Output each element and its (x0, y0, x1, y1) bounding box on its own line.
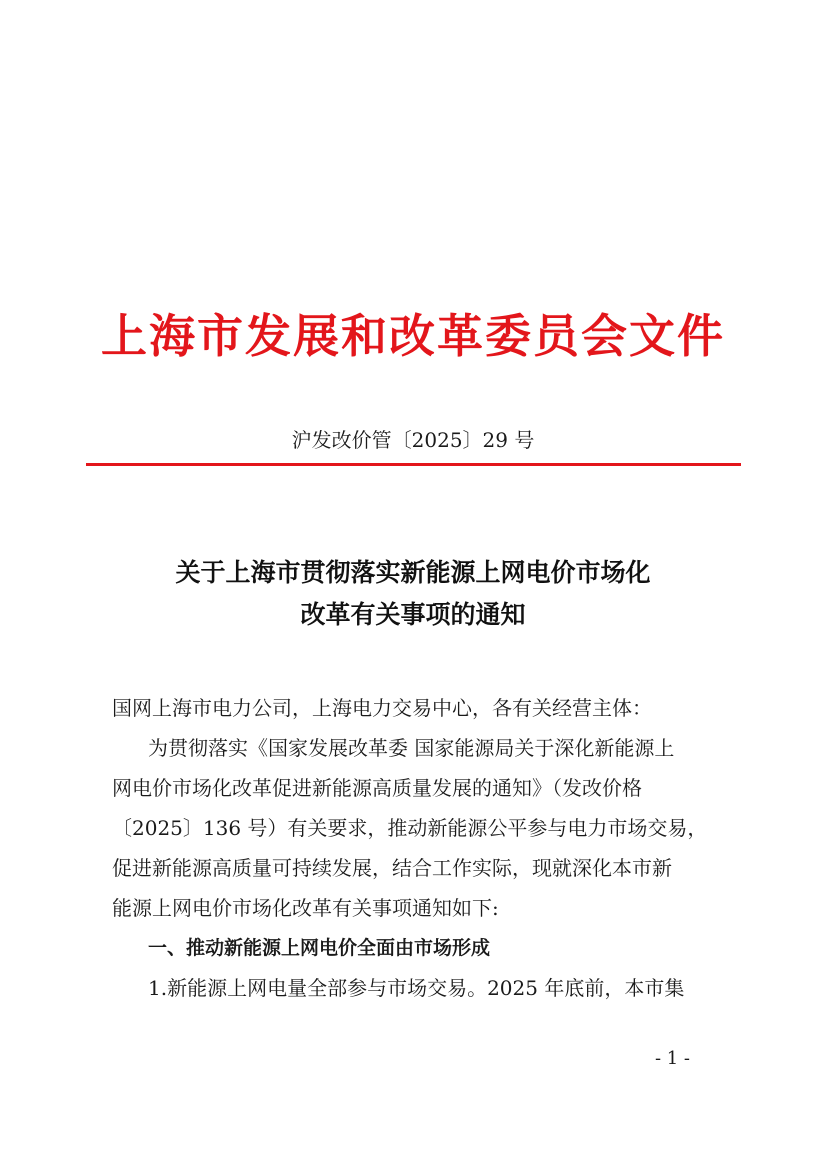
notice-title-line: 改革有关事项的通知 (300, 600, 526, 629)
agency-title: 上海市发展和改革委员会文件 (101, 309, 725, 363)
body-text (112, 688, 722, 1008)
page-number: - 1 - (654, 1048, 690, 1069)
red-divider-line (86, 463, 741, 466)
paragraph-line: 促进新能源高质量可持续发展，结合工作实际，现就深化本市新 (112, 856, 672, 880)
paragraph-line: 为贯彻落实《国家发展改革委 国家能源局关于深化新能源上 (148, 736, 675, 760)
paragraph-line: 网电价市场化改革促进新能源高质量发展的通知》（发改价格 (112, 776, 642, 800)
paragraph-line: 能源上网电价市场化改革有关事项通知如下: (112, 896, 499, 920)
notice-title-line: 关于上海市贯彻落实新能源上网电价市场化 (175, 558, 651, 587)
section-heading: 一、推动新能源上网电价全面由市场形成 (148, 937, 491, 959)
notice-title (0, 552, 826, 636)
item-1-line: 1.新能源上网电量全部参与市场交易。2025 年底前，本市集 (148, 976, 685, 1000)
document-number: 沪发改价管〔2025〕29 号 (291, 428, 535, 452)
paragraph-line: 〔2025〕136 号）有关要求，推动新能源公平参与电力市场交易， (112, 816, 708, 840)
addressee-line: 国网上海市电力公司，上海电力交易中心，各有关经营主体： (112, 696, 652, 720)
